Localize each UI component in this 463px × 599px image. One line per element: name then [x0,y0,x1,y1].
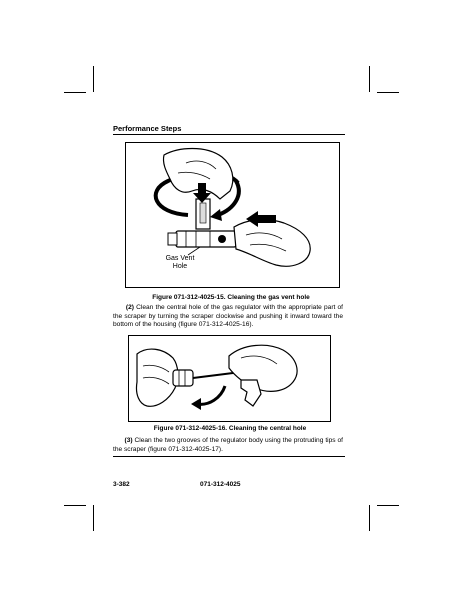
figure1-caption: Figure 071-312-4025-15. Cleaning the gas vent hole [152,294,310,301]
crop-mark-top-left-vertical [93,66,94,92]
figure-central-hole-illustration [129,336,330,421]
crop-mark-bottom-right-vertical [369,505,370,531]
step-3-number: (3) [124,437,133,444]
figure2-caption: Figure 071-312-4025-16. Cleaning the central hole [153,425,307,432]
figure-central-hole [128,335,331,422]
figure-gas-vent-hole [125,142,340,288]
step-3-text: Clean the two grooves of the regulator body using the protruding tips of the scraper (figure 071-312-4025-17). [113,437,343,453]
step-2-paragraph [113,304,343,330]
step-2-number: (2) [125,304,134,311]
section-title: Performance Steps [113,124,182,133]
step-2-text: Clean the central hole of the gas regulator with the appropriate part of the scraper by turning the scraper clockwise and pushing it inward toward the bottom of the housing (figure 071-312-4025-16). [113,304,343,329]
task-number: 071-312-4025 [200,481,241,488]
page-number: 3-382 [113,481,130,488]
crop-mark-bottom-right-horizontal [377,505,399,506]
bottom-rule [113,456,345,457]
gas-vent-hole-label-line1: Gas Vent [165,255,195,262]
crop-mark-top-left-horizontal [64,92,86,93]
step-3-paragraph [113,437,343,454]
crop-mark-bottom-left-horizontal [64,505,86,506]
gas-vent-hole-label [150,255,210,271]
crop-mark-top-right-horizontal [377,92,399,93]
header-rule [113,134,345,135]
crop-mark-bottom-left-vertical [93,505,94,531]
gas-vent-hole-label-line2: Hole [172,263,188,270]
crop-mark-top-right-vertical [369,66,370,92]
